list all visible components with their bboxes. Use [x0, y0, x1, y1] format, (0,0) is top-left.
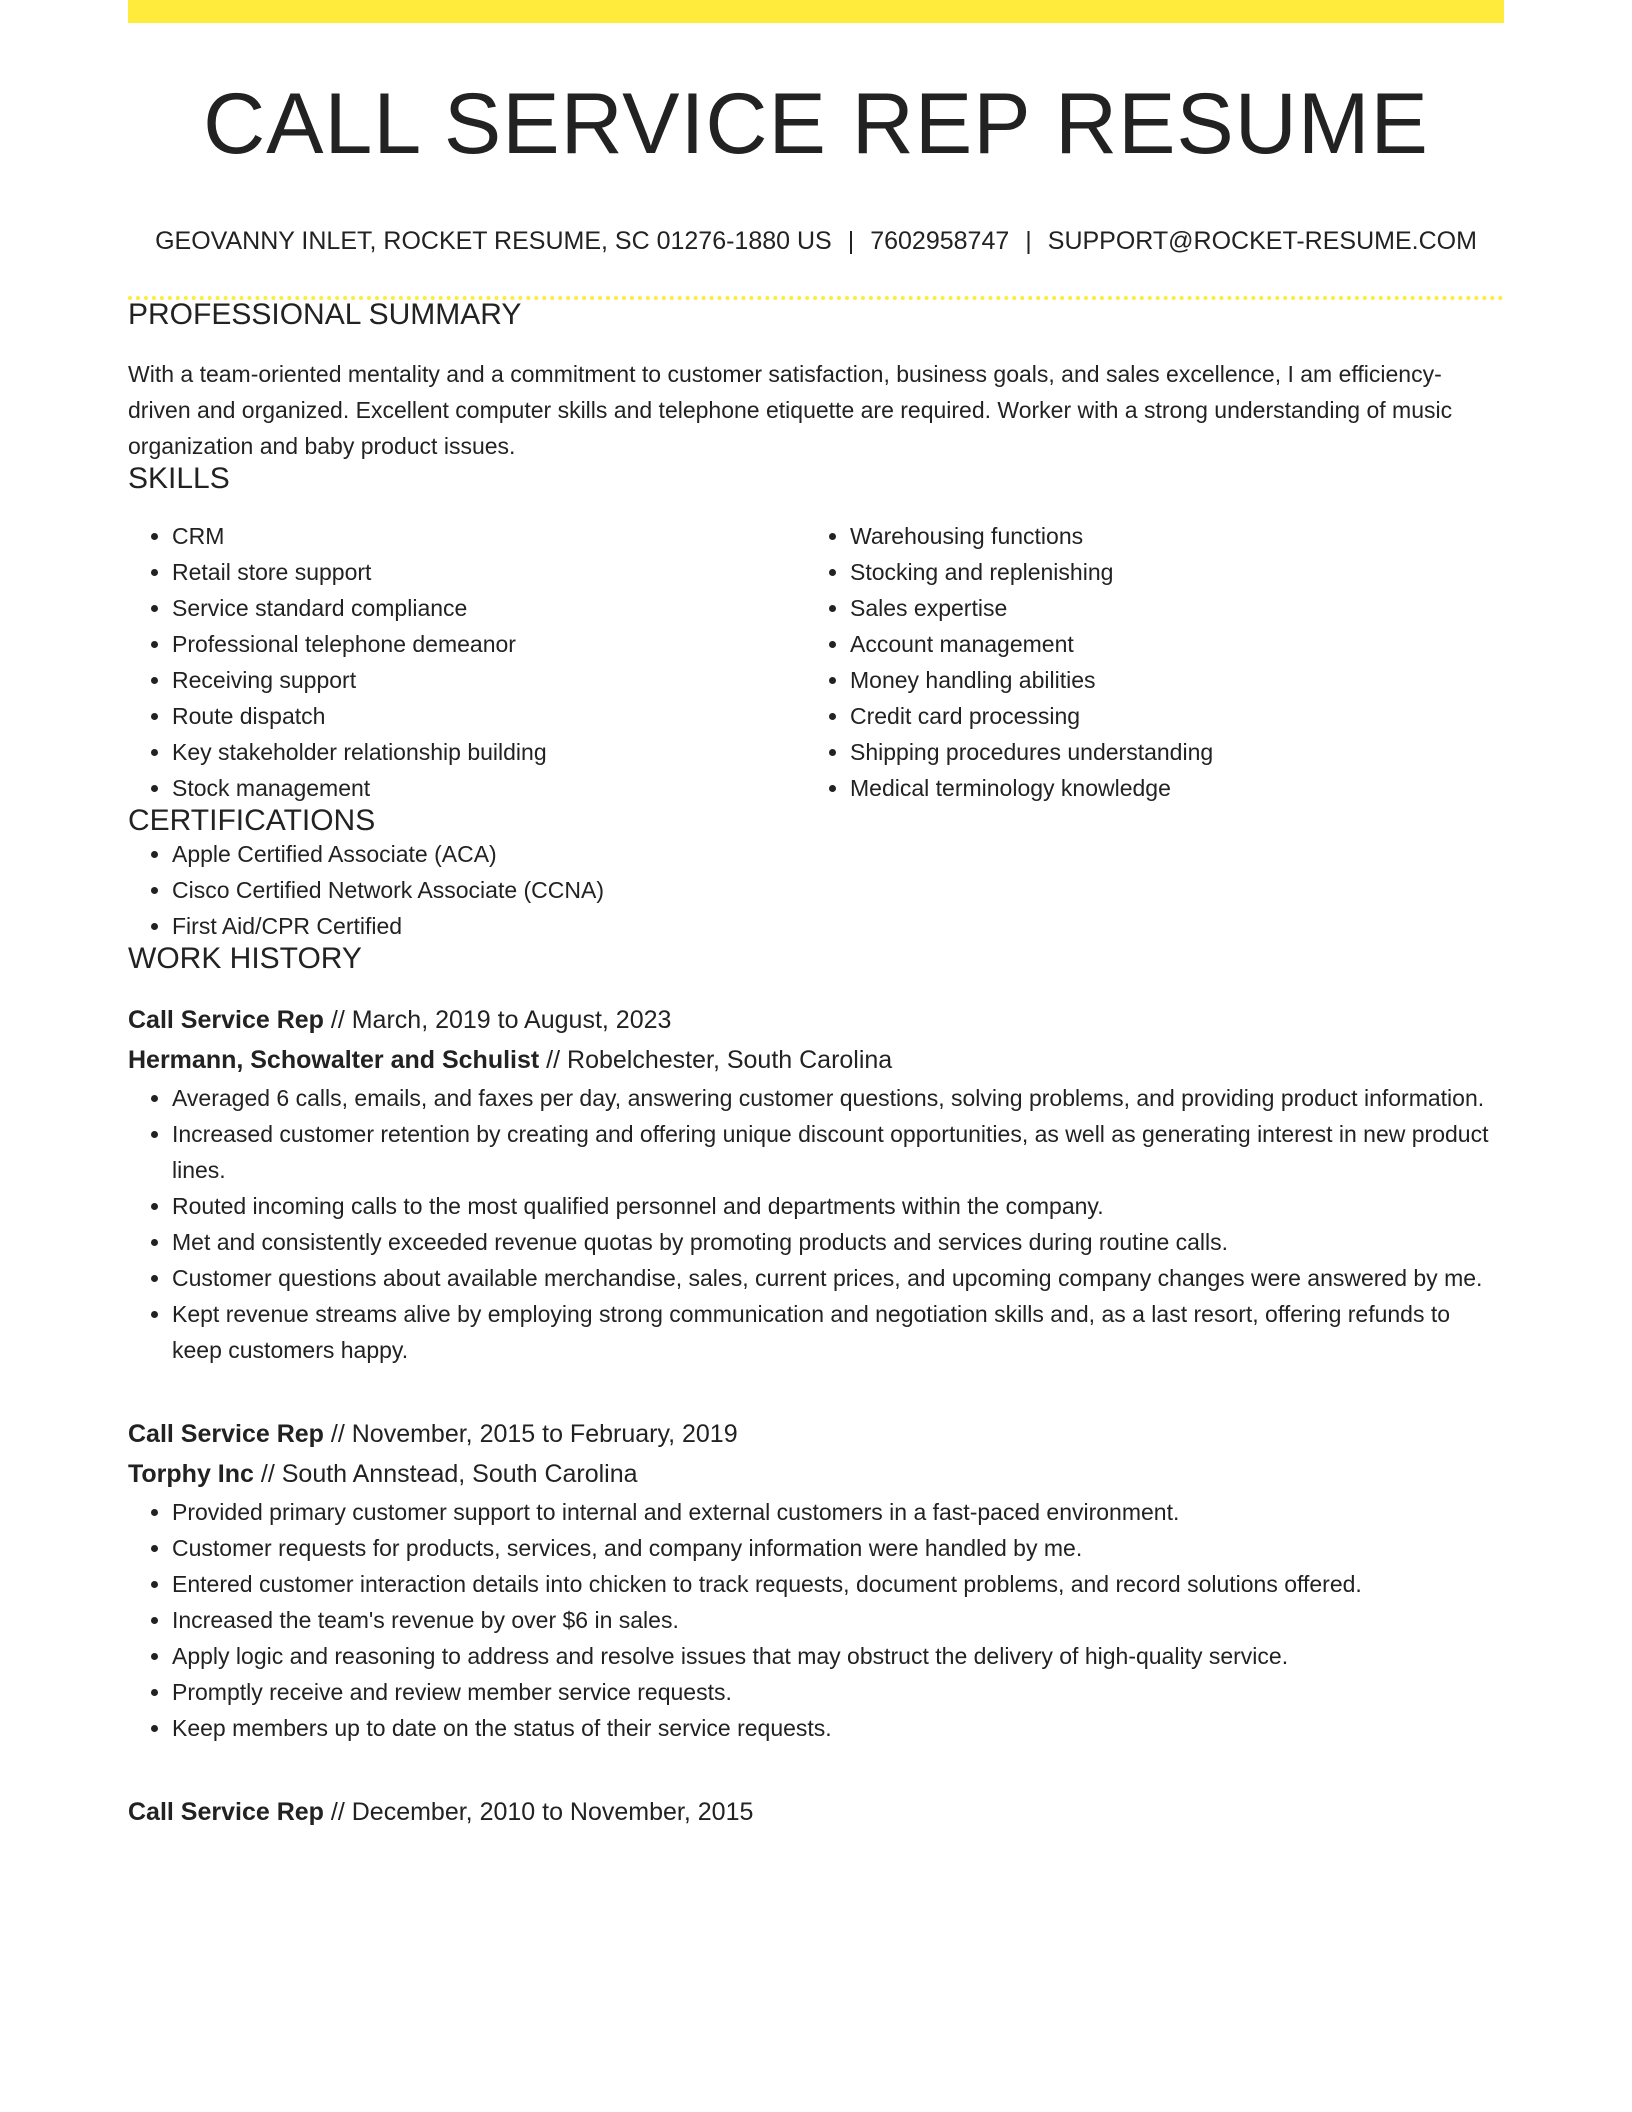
skill-item: • Stocking and replenishing	[850, 554, 1484, 590]
resume-page	[128, 0, 1504, 1832]
job-title-line	[128, 1000, 1504, 1040]
skills-list-right	[806, 518, 1484, 806]
contact-separator: |	[847, 227, 855, 255]
job-title-line	[128, 1792, 1504, 1832]
job-duty-item: • Met and consistently exceeded revenue quotas by promoting products and services during routine calls.	[172, 1224, 1504, 1260]
contact-email: SUPPORT@ROCKET-RESUME.COM	[1047, 227, 1477, 255]
job-separator: //	[323, 1006, 352, 1034]
skill-item: • Receiving support	[172, 662, 806, 698]
skill-item: • Medical terminology knowledge	[850, 770, 1484, 806]
job-duty-item: • Averaged 6 calls, emails, and faxes per day, answering customer questions, solving problems, and providing product information.	[172, 1080, 1504, 1116]
job-location: South Annstead, South Carolina	[281, 1460, 638, 1488]
summary-text: With a team-oriented mentality and a commitment to customer satisfaction, business goals, and sales excellence, I am efficiency-driven and organized. Excellent computer skills and telephone etiquette are required. Worker with a strong understanding of music organization and baby product issues.	[128, 361, 1453, 459]
skill-item: • Retail store support	[172, 554, 806, 590]
work-history-heading: WORK HISTORY	[128, 942, 362, 975]
job-title: Call Service Rep	[128, 1798, 324, 1826]
skill-item: • Key stakeholder relationship building	[172, 734, 806, 770]
work-history-list	[128, 1000, 1504, 1832]
top-accent-bar	[128, 0, 1504, 23]
skill-item: • Sales expertise	[850, 590, 1484, 626]
page-title: CALL SERVICE REP RESUME	[203, 76, 1429, 172]
skill-item: • Professional telephone demeanor	[172, 626, 806, 662]
certification-item: • First Aid/CPR Certified	[172, 908, 1504, 944]
skill-item: • Shipping procedures understanding	[850, 734, 1484, 770]
contact-address: GEOVANNY INLET, ROCKET RESUME, SC 01276-1880 US	[155, 227, 832, 255]
skill-item: • Credit card processing	[850, 698, 1484, 734]
job-duty-item: • Increased the team's revenue by over $6 in sales.	[172, 1602, 1504, 1638]
job-duty-item: • Increased customer retention by creating and offering unique discount opportunities, as well as generating interest in new product lines.	[172, 1116, 1504, 1188]
job-duty-item: • Entered customer interaction details into chicken to track requests, document problems, and record solutions offered.	[172, 1566, 1504, 1602]
skills-list-left	[128, 518, 806, 806]
skills-grid	[128, 518, 1504, 806]
job-duties-list	[128, 1080, 1504, 1368]
job-location: Robelchester, South Carolina	[567, 1046, 893, 1074]
contact-line	[128, 229, 1504, 254]
job-title: Call Service Rep	[128, 1006, 324, 1034]
job-duty-item: • Keep members up to date on the status of their service requests.	[172, 1710, 1504, 1746]
skill-item: • Money handling abilities	[850, 662, 1484, 698]
skill-item: • Route dispatch	[172, 698, 806, 734]
job-dates: November, 2015 to February, 2019	[351, 1420, 738, 1448]
job-duty-item: • Customer questions about available merchandise, sales, current prices, and upcoming company changes were answered by me.	[172, 1260, 1504, 1296]
job-company-line	[128, 1454, 1504, 1494]
certification-item: • Cisco Certified Network Associate (CCNA)	[172, 872, 1504, 908]
contact-phone: 7602958747	[870, 227, 1010, 255]
skill-item: • Warehousing functions	[850, 518, 1484, 554]
skill-item: • CRM	[172, 518, 806, 554]
contact-separator: |	[1025, 227, 1032, 255]
certifications-heading: CERTIFICATIONS	[128, 804, 376, 837]
job-entry	[128, 1414, 1504, 1746]
job-company: Hermann, Schowalter and Schulist	[128, 1046, 540, 1074]
job-duty-item: • Customer requests for products, services, and company information were handled by me.	[172, 1530, 1504, 1566]
job-separator: //	[253, 1460, 282, 1488]
job-duties-list	[128, 1494, 1504, 1746]
job-duty-item: • Provided primary customer support to internal and external customers in a fast-paced environment.	[172, 1494, 1504, 1530]
skills-heading: SKILLS	[128, 462, 230, 495]
skills-column-right	[806, 518, 1484, 806]
skill-item: • Account management	[850, 626, 1484, 662]
job-title-line	[128, 1414, 1504, 1454]
job-separator: //	[539, 1046, 568, 1074]
job-duty-item: • Promptly receive and review member service requests.	[172, 1674, 1504, 1710]
certification-item: • Apple Certified Associate (ACA)	[172, 836, 1504, 872]
certifications-list	[128, 836, 1504, 944]
job-company-line	[128, 1040, 1504, 1080]
job-duty-item: • Apply logic and reasoning to address and resolve issues that may obstruct the delivery of high-quality service.	[172, 1638, 1504, 1674]
job-entry	[128, 1000, 1504, 1368]
skill-item: • Stock management	[172, 770, 806, 806]
job-duty-item: • Kept revenue streams alive by employing strong communication and negotiation skills and, as a last resort, offering refunds to keep customers happy.	[172, 1296, 1504, 1368]
job-separator: //	[323, 1420, 352, 1448]
summary-heading: PROFESSIONAL SUMMARY	[128, 298, 522, 331]
job-title: Call Service Rep	[128, 1420, 324, 1448]
skills-column-left	[128, 518, 806, 806]
job-company: Torphy Inc	[128, 1460, 254, 1488]
job-dates: December, 2010 to November, 2015	[351, 1798, 754, 1826]
job-duty-item: • Routed incoming calls to the most qualified personnel and departments within the company.	[172, 1188, 1504, 1224]
job-entry	[128, 1792, 1504, 1832]
job-dates: March, 2019 to August, 2023	[351, 1006, 672, 1034]
job-separator: //	[323, 1798, 352, 1826]
skill-item: • Service standard compliance	[172, 590, 806, 626]
